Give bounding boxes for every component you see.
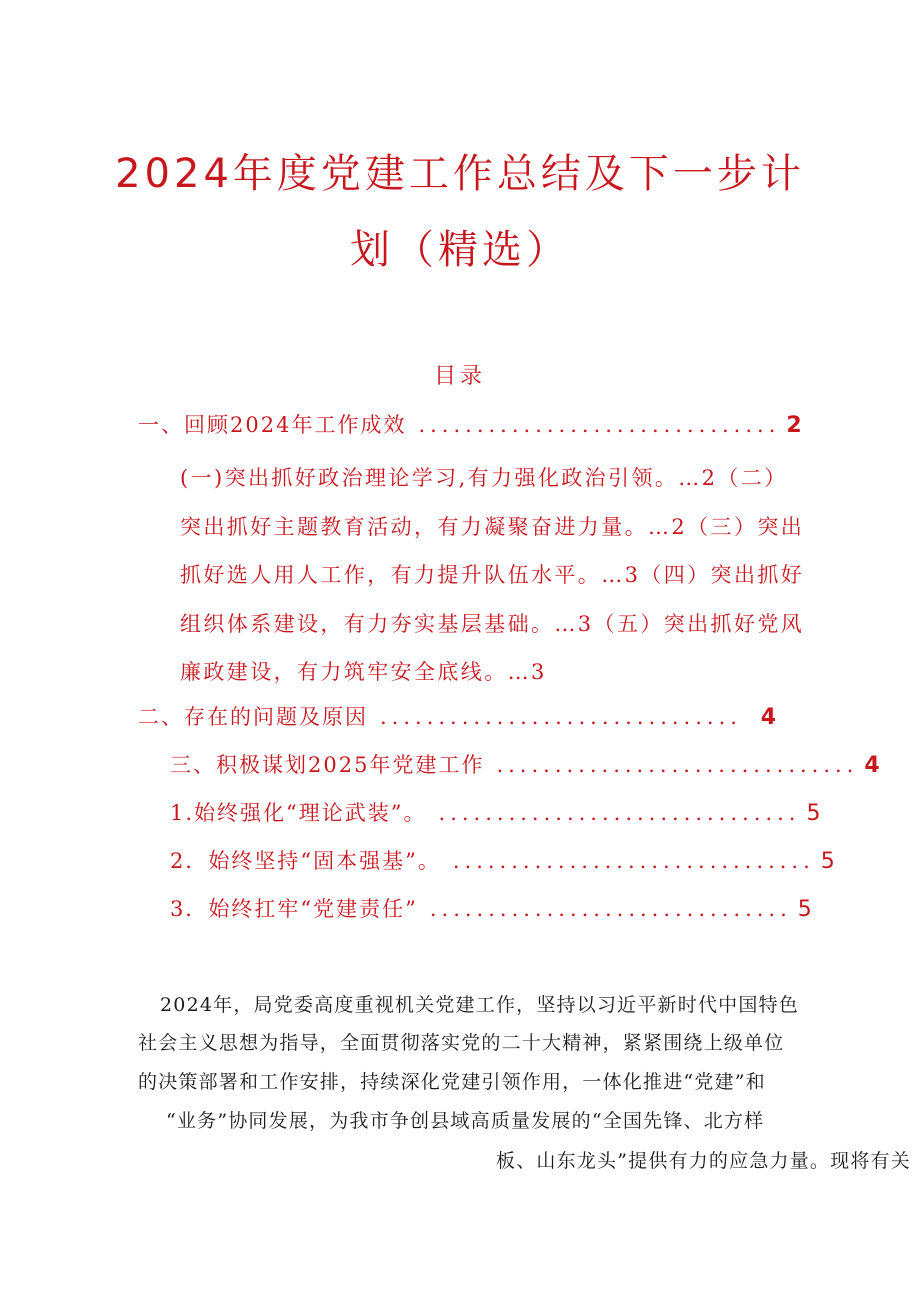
document-title-line-1: 2024年度党建工作总结及下一步计 xyxy=(115,151,805,197)
toc-page-number: 5 xyxy=(820,849,837,874)
toc-page-number: 5 xyxy=(806,801,823,826)
toc-entry[interactable] xyxy=(138,409,804,439)
toc-entry[interactable] xyxy=(170,893,814,923)
toc-page-number: 4 xyxy=(864,753,882,778)
toc-entry[interactable] xyxy=(138,701,778,731)
toc-subsection-line: 突出抓好主题教育活动，有力凝聚奋进力量。…2（三）突出 xyxy=(180,514,805,539)
body-paragraph-line: “业务”协同发展，为我市争创县域高质量发展的“全国先锋、北方样 xyxy=(166,1110,765,1132)
toc-subsection-paragraph[interactable] xyxy=(180,454,805,697)
toc-page-number: 2 xyxy=(786,413,804,438)
body-paragraph-line: 社会主义思想为指导，全面贯彻落实党的二十大精神，紧紧围绕上级单位 xyxy=(138,1032,785,1054)
toc-page-number: 5 xyxy=(797,897,814,922)
toc-leader-dots: ............................... xyxy=(418,413,781,437)
toc-leader-dots: ............................... xyxy=(429,897,792,921)
body-paragraph-line: 2024年，局党委高度重视机关党建工作，坚持以习近平新时代中国特色 xyxy=(160,994,799,1016)
toc-entry-label: 3．始终扛牢“党建责任” xyxy=(170,897,418,921)
toc-entry-label: 二、存在的问题及原因 xyxy=(138,705,368,729)
toc-entry[interactable] xyxy=(170,845,837,875)
toc-entry-label: 三、积极谋划2025年党建工作 xyxy=(170,753,485,777)
toc-subsection-line: 抓好选人用人工作，有力提升队伍水平。…3（四）突出抓好 xyxy=(180,563,805,587)
toc-entry[interactable] xyxy=(170,797,823,827)
toc-leader-dots: ............................... xyxy=(438,801,801,825)
toc-heading: 目录 xyxy=(433,364,486,389)
toc-leader-dots: ............................... xyxy=(380,705,742,729)
toc-entry-label: 一、回顾2024年工作成效 xyxy=(138,413,407,437)
body-paragraph-line: 的决策部署和工作安排，持续深化党建引领作用，一体化推进“党建”和 xyxy=(138,1071,766,1093)
body-paragraph-line: 板、山东龙头”提供有力的应急力量。现将有关 xyxy=(496,1150,911,1172)
toc-leader-dots: ............................... xyxy=(452,849,815,873)
toc-entry-label: 2．始终坚持“固本强基”。 xyxy=(170,849,441,873)
toc-leader-dots: ............................... xyxy=(496,753,859,777)
toc-page-number: 4 xyxy=(760,705,778,730)
document-title-line-2: 划（精选） xyxy=(350,227,570,273)
toc-entry[interactable] xyxy=(170,749,882,779)
toc-subsection-line: (一)突出抓好政治理论学习,有力强化政治引领。…2（二） xyxy=(180,466,788,490)
toc-entry-label: 1.始终强化“理论武装”。 xyxy=(170,801,427,825)
toc-subsection-line: 廉政建设，有力筑牢安全底线。…3 xyxy=(180,660,547,684)
toc-subsection-line: 组织体系建设，有力夯实基层基础。…3（五）突出抓好党风 xyxy=(180,611,805,636)
